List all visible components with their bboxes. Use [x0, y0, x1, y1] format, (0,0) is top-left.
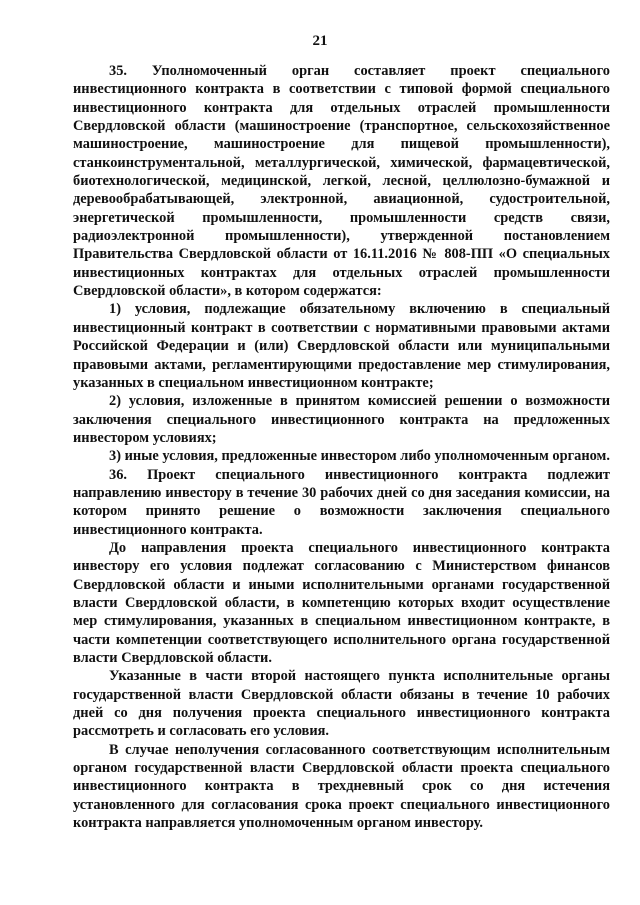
page-number: 21: [312, 33, 328, 49]
list-item-2: 2) условия, изложенные в принятом комиссией решении о возможности заключения специального инвестиционного контракта на предложенных инвестором условиях;: [73, 393, 610, 446]
list-item-1: 1) условия, подлежащие обязательному включению в специальный инвестиционный контракт в соответствии с нормативными правовыми актами Российской Федерации и (или) Свердловской области или муниципальными правовыми актами, регламентирующими предоставление мер стимулирования, указанных в специальном инвестиционном контракте;: [73, 301, 610, 391]
paragraph-36-part-4: В случае неполучения согласованного соответствующим исполнительным органом государственной власти Свердловской области проекта специального инвестиционного контракта в трехдневный срок со дня истечения установленного для согласования срока проект специального инвестиционного контракта направляется уполномоченным органом инвестору.: [73, 741, 610, 832]
document-body: [73, 62, 610, 832]
paragraph-36-part-2: До направления проекта специального инвестиционного контракта инвестору его условия подлежат согласованию с Министерством финансов Свердловской области и иными исполнительными органами государственной власти Свердловской области, в компетенцию которых входит осуществление мер стимулирования, указанных в специальном инвестиционном контракте, в части компетенции соответствующего исполнительного органа государственной власти Свердловской области.: [73, 539, 610, 666]
paragraph-36-part-3: Указанные в части второй настоящего пункта исполнительные органы государственной власти Свердловской области обязаны в течение 10 рабочих дней со дня получения проекта специального инвестиционного контракта рассмотреть и согласовать его условия.: [73, 668, 610, 740]
paragraph-36: 36. Проект специального инвестиционного контракта подлежит направлению инвестору в течение 30 рабочих дней со дня заседания комиссии, на котором принято решение о возможности заключения специального инвестиционного контракта.: [73, 466, 610, 538]
paragraph-35: 35. Уполномоченный орган составляет проект специального инвестиционного контракта в соответствии с типовой формой специального инвестиционного контракта для отдельных отраслей промышленности Свердловской области (машиностроение (транспортное, сельскохозяйственное машиностроение, машиностроение для пищевой промышленности), станкоинструментальной, металлургической, химической, фармацевтической, биотехнологической, медицинской, легкой, лесной, целлюлозно-бумажной и деревообрабатывающей, электронной, авиационной, судостроительной, энергетической промышленности, промышленности средств связи, радиоэлектронной промышленности), утвержденной постановлением Правительства Свердловской области от 16.11.2016 № 808-ПП «О специальных инвестиционных контрактах для отдельных отраслей промышленности Свердловской области», в котором содержатся:: [73, 63, 610, 300]
list-item-3: 3) иные условия, предложенные инвестором либо уполномоченным органом.: [109, 448, 610, 465]
